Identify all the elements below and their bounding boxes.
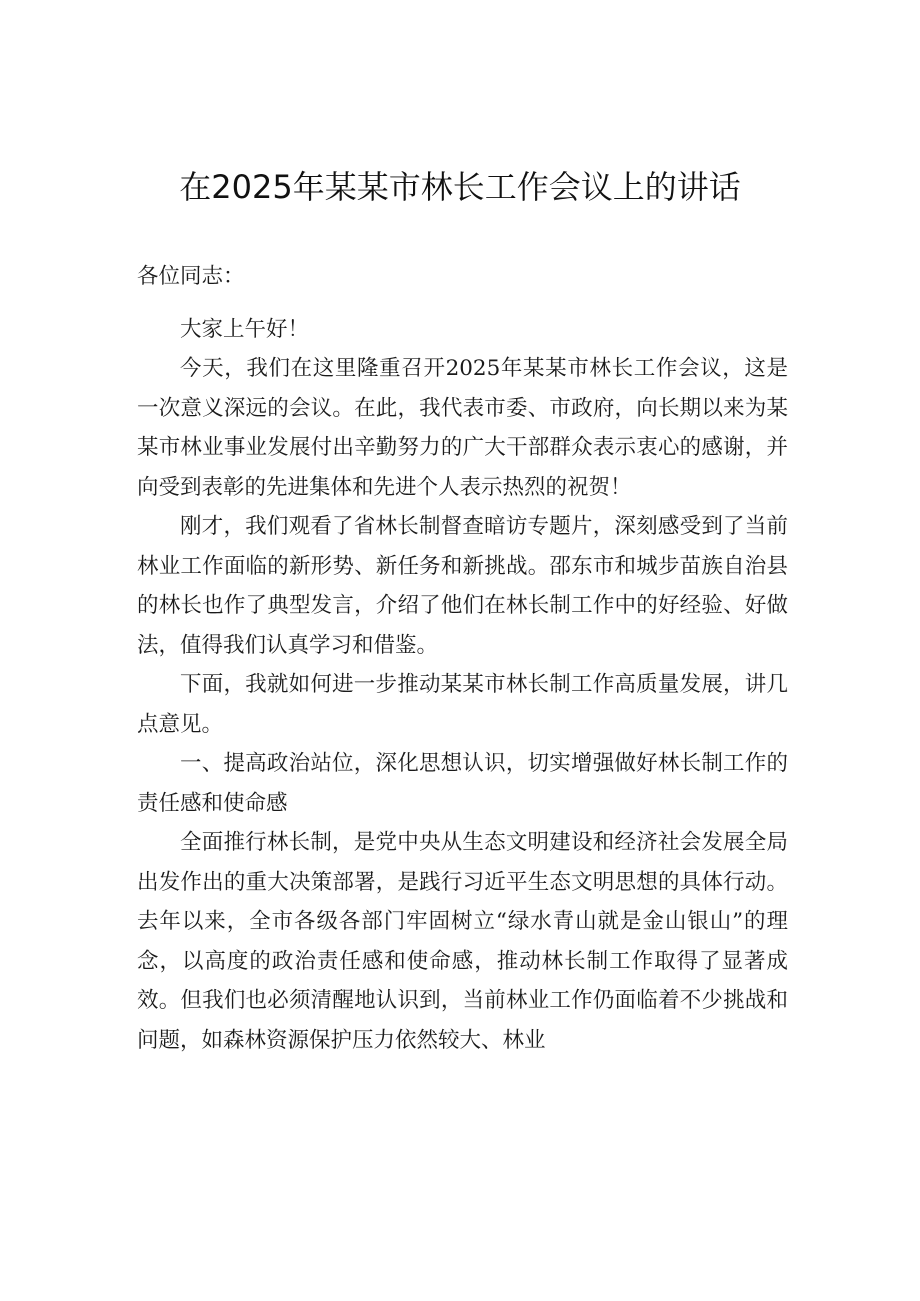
- document-body: [137, 257, 788, 1060]
- salutation: 各位同志：: [137, 264, 245, 289]
- section-heading: 一、提高政治站位，深化思想认识，切实增强做好林长制工作的责任感和使命感: [137, 751, 788, 816]
- document-title: 在2025年某某市林长工作会议上的讲话: [179, 168, 741, 206]
- greeting: 大家上午好！: [180, 316, 310, 342]
- section-paragraph: 全面推行林长制，是党中央从生态文明建设和经济社会发展全局出发作出的重大决策部署，是践行习近平生态文明思想的具体行动。去年以来，全市各级各部门牢固树立“绿水青山就是金山银山”的理念，以高度的政治责任感和使命感，推动林长制工作取得了显著成效。但我们也必须清醒地认识到，当前林业工作仍面临着不少挑战和问题，如森林资源保护压力依然较大、林业: [137, 830, 788, 1053]
- paragraph-review: 刚才，我们观看了省林长制督查暗访专题片，深刻感受到了当前林业工作面临的新形势、新任务和新挑战。邵东市和城步苗族自治县的林长也作了典型发言，介绍了他们在林长制工作中的好经验、好做法，值得我们认真学习和借鉴。: [137, 514, 788, 658]
- paragraph-opening: 今天，我们在这里隆重召开2025年某某市林长工作会议，这是一次意义深远的会议。在此，我代表市委、市政府，向长期以来为某某市林业事业发展付出辛勤努力的广大干部群众表示衷心的感谢，并向受到表彰的先进集体和先进个人表示热烈的祝贺！: [137, 356, 788, 500]
- paragraph-transition: 下面，我就如何进一步推动某某市林长制工作高质量发展，讲几点意见。: [137, 672, 788, 737]
